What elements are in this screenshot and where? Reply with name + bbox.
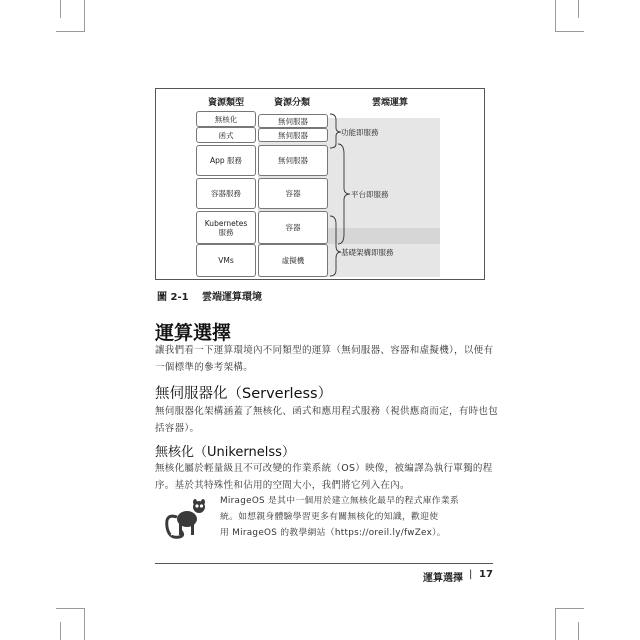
footer-separator: | — [469, 569, 473, 580]
type-kubernetes-service: Kubernetes 服務 — [196, 211, 256, 244]
page-number: 17 — [479, 569, 493, 580]
type-function: 函式 — [196, 127, 256, 143]
crop-mark-bottom-right-v2 — [578, 622, 579, 640]
intro-line-1: 讓我們看一下運算環境內不同類型的運算（無伺服器、容器和虛擬機），以便有 — [155, 345, 494, 356]
type-vms: VMs — [196, 244, 256, 277]
brace-paas — [338, 144, 350, 244]
type-unikernel: 無核化 — [196, 111, 256, 127]
header-resource-type: 資源類型 — [207, 98, 244, 108]
serverless-line-2: 括容器）。 — [155, 423, 200, 434]
crop-mark-bottom-right-h — [555, 608, 584, 609]
header-cloud-computing: 雲端運算 — [371, 98, 408, 108]
lemur-icon — [163, 493, 213, 545]
crop-mark-top-left-v2 — [60, 0, 61, 18]
serverless-line-1: 無伺服器化架構涵蓋了無核化、函式和應用程式服務（視供應商而定，有時也包 — [155, 406, 499, 417]
note-line-1: MirageOS 是其中一個用於建立無核化最早的程式庫作業系 — [220, 496, 460, 506]
crop-mark-bottom-right-v — [555, 608, 556, 640]
category-container-2: 容器 — [258, 211, 328, 244]
footer-section: 運算選擇 — [423, 573, 463, 584]
type-app-service: App 服務 — [196, 145, 256, 176]
note-line-2: 統。如想親身體驗學習更多有關無核化的知識，歡迎使 — [220, 512, 439, 522]
category-serverless-1: 無伺服器 — [258, 114, 328, 128]
category-container-1: 容器 — [258, 178, 328, 209]
crop-mark-top-right-v — [555, 0, 556, 32]
crop-mark-top-right-h — [555, 31, 584, 32]
intro-line-2: 一個標準的參考架構。 — [155, 362, 254, 373]
footer-rule — [155, 563, 493, 564]
category-serverless-3: 無伺服器 — [258, 145, 328, 176]
crop-mark-top-right-v2 — [578, 0, 579, 18]
section-title: 運算選擇 — [155, 322, 232, 344]
serverless-title: 無伺服器化（Serverless） — [155, 386, 333, 402]
type-container-service: 容器服務 — [196, 178, 256, 209]
brace-faas — [330, 114, 341, 148]
category-serverless-2: 無伺服器 — [258, 128, 328, 142]
brace-iaas — [330, 216, 341, 276]
crop-mark-bottom-left-h — [56, 608, 85, 609]
label-iaas: 基礎架構即服務 — [341, 248, 394, 257]
header-resource-category: 資源分類 — [273, 98, 310, 108]
crop-mark-top-left-v — [84, 0, 85, 32]
unikernel-title: 無核化（Unikernelss） — [155, 445, 295, 460]
figure-caption-number: 圖 2-1 — [157, 292, 189, 303]
unikernel-line-2: 序。基於其特殊性和佔用的空間大小，我們將它列入在內。 — [155, 480, 410, 491]
unikernel-line-1: 無核化屬於輕量級且不可改變的作業系統（OS）映像，被編譯為執行單獨的程 — [155, 463, 493, 474]
label-faas: 功能即服務 — [341, 128, 379, 137]
note-line-3: 用 MirageOS 的教學網站（https://oreil.ly/fwZex）。 — [220, 528, 446, 538]
crop-mark-bottom-left-v — [84, 608, 85, 640]
crop-mark-top-left-h — [56, 31, 85, 32]
crop-mark-bottom-left-v2 — [60, 622, 61, 640]
category-vm: 虛擬機 — [258, 244, 328, 277]
figure-caption-text: 雲端運算環境 — [202, 292, 262, 303]
label-paas: 平台即服務 — [351, 190, 389, 199]
